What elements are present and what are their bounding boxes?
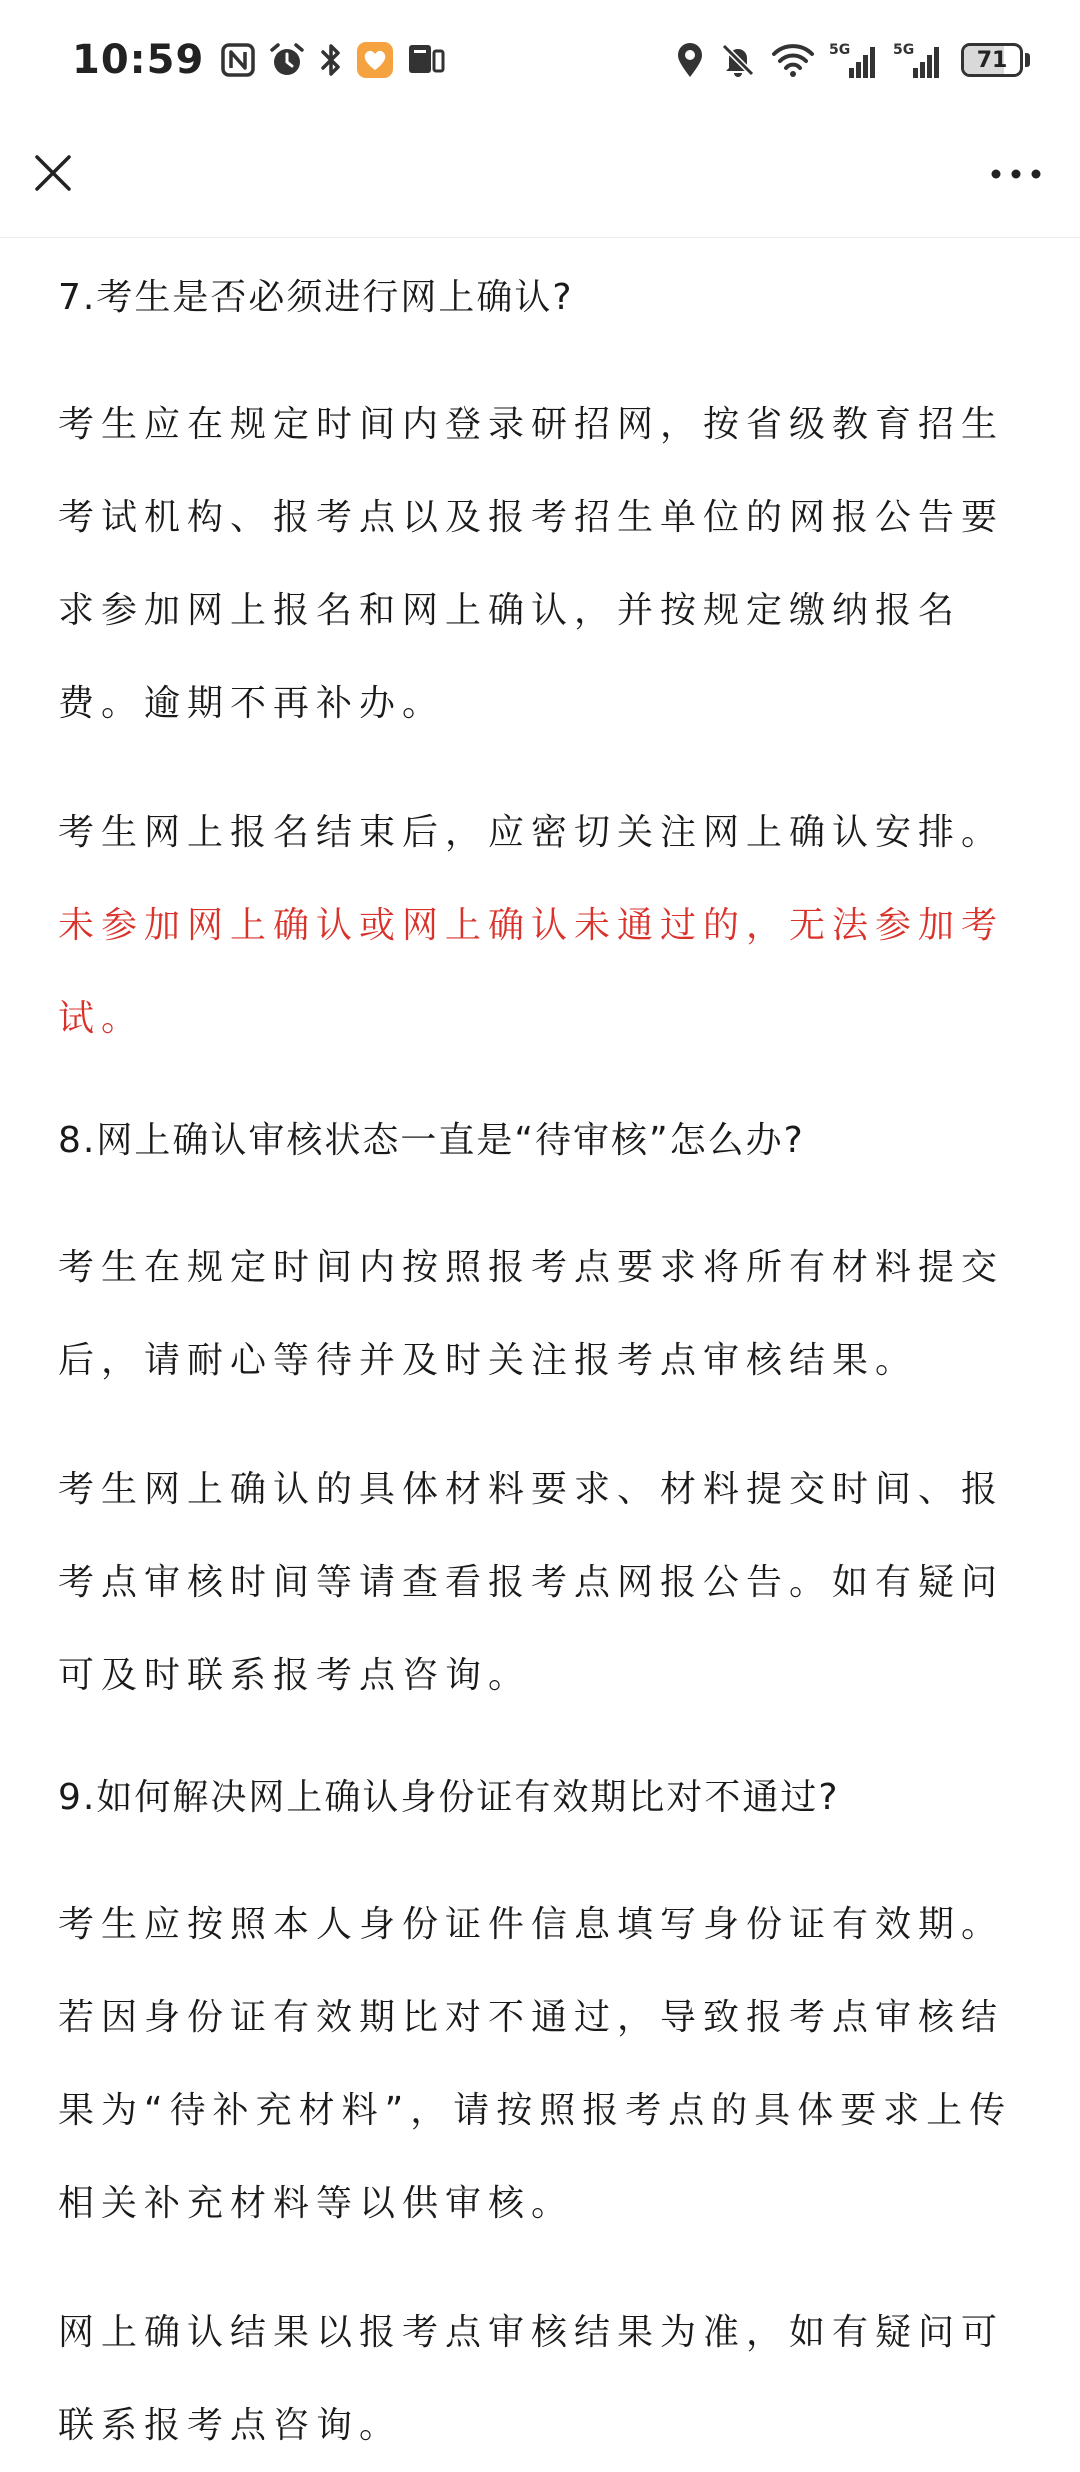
question-9-title: 9.如何解决网上确认身份证有效期比对不通过? — [58, 1777, 840, 1818]
article-content — [58, 258, 1026, 2472]
wifi-icon — [771, 42, 815, 78]
card-icon — [406, 42, 446, 78]
status-right-group — [661, 40, 1030, 80]
mute-bell-icon — [719, 41, 757, 79]
close-button[interactable] — [24, 144, 82, 202]
location-icon — [675, 41, 705, 79]
status-time: 10:59 — [72, 37, 205, 83]
alarm-icon — [268, 41, 306, 79]
question-8-paragraph-2: 考生网上确认的具体材料要求、材料提交时间、报考点审核时间等请查看报考点网报公告。如有疑问可及时联系报考点咨询。 — [58, 1469, 1005, 1696]
question-7-paragraph-1: 考生应在规定时间内登录研招网，按省级教育招生考试机构、报考点以及报考招生单位的网报公告要求参加网上报名和网上确认，并按规定缴纳报名费。逾期不再补办。 — [58, 404, 1005, 724]
battery-indicator — [961, 43, 1030, 77]
battery-level: 71 — [976, 47, 1008, 73]
question-8-paragraph-1: 考生在规定时间内按照报考点要求将所有材料提交后，请耐心等待并及时关注报考点审核结果。 — [58, 1247, 1005, 1381]
question-7-title: 7.考生是否必须进行网上确认? — [58, 277, 574, 318]
battery-tip — [1025, 53, 1030, 67]
network-label-2: 5G — [893, 42, 915, 58]
status-bar — [0, 0, 1080, 120]
title-bar — [0, 120, 1080, 238]
battery-icon — [961, 43, 1023, 77]
more-icon — [989, 167, 1043, 181]
question-9-paragraph-2: 网上确认结果以报考点审核结果为准，如有疑问可联系报考点咨询。 — [58, 2312, 1005, 2446]
question-7-paragraph-2 — [58, 786, 1026, 1065]
question-7-highlight-warning: 未参加网上确认或网上确认未通过的，无法参加考试。 — [58, 905, 1005, 1039]
signal-5g-icon — [893, 40, 943, 80]
bluetooth-icon — [318, 41, 344, 79]
heart-app-icon — [356, 41, 394, 79]
more-button[interactable] — [980, 146, 1052, 202]
question-8-title: 8.网上确认审核状态一直是“待审核”怎么办? — [58, 1120, 805, 1161]
question-7-paragraph-2-text: 考生网上报名结束后，应密切关注网上确认安排。 — [58, 812, 1005, 853]
nfc-icon — [220, 42, 256, 78]
close-icon — [31, 151, 75, 195]
network-label-1: 5G — [829, 42, 851, 58]
question-9-paragraph-1: 考生应按照本人身份证件信息填写身份证有效期。若因身份证有效期比对不通过，导致报考点审核结果为“待补充材料”，请按照报考点的具体要求上传相关补充材料等以供审核。 — [58, 1904, 1013, 2224]
status-left-group — [72, 37, 458, 83]
signal-5g-icon — [829, 40, 879, 80]
